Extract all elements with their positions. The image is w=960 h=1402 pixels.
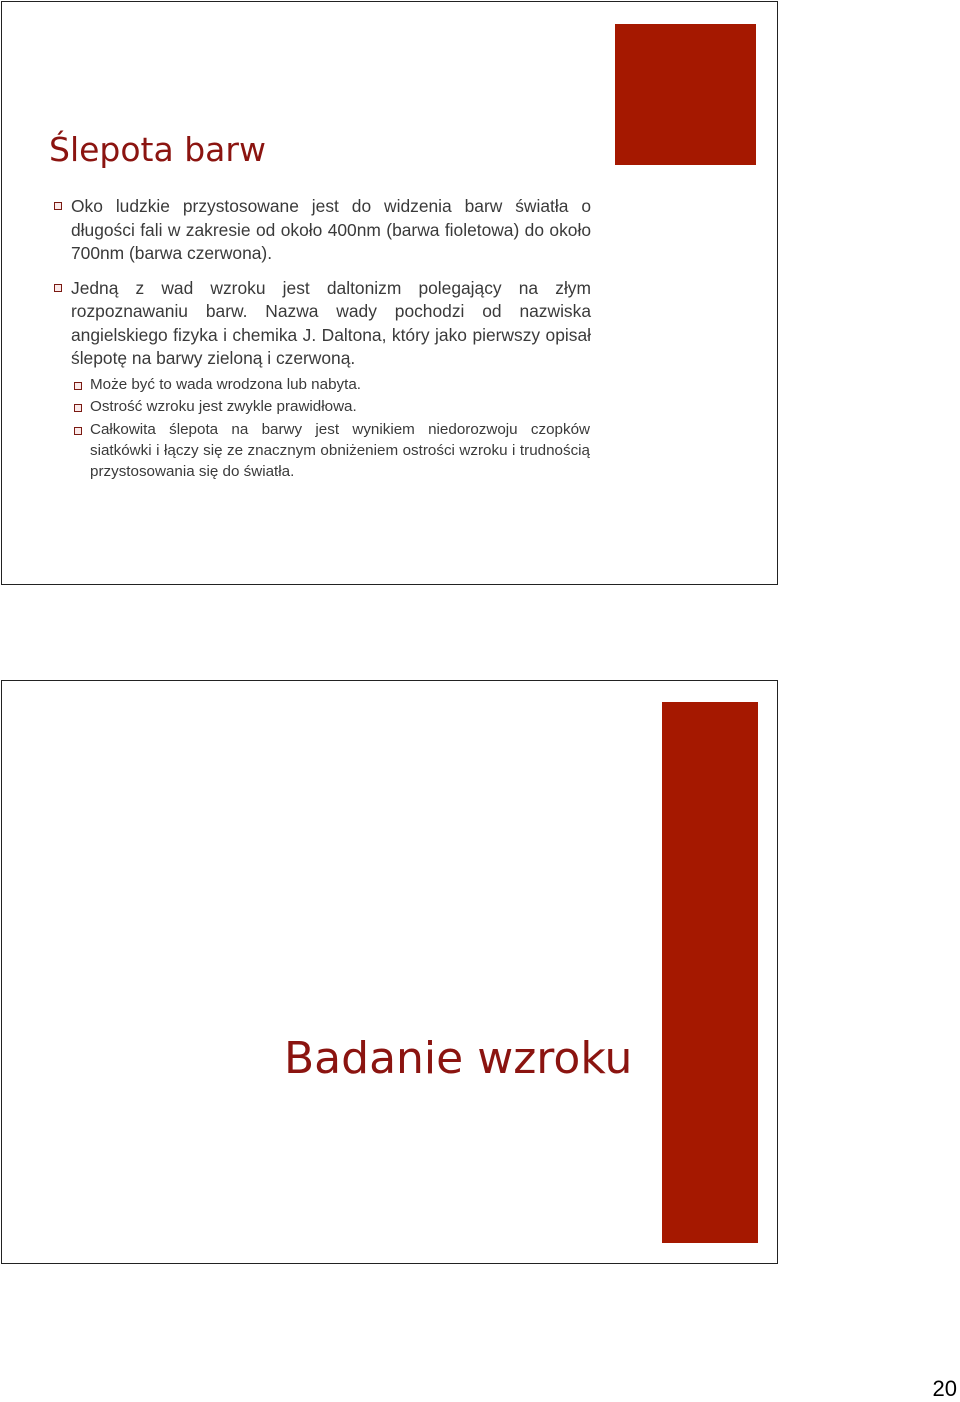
bullet-item (54, 277, 591, 371)
section-title: Badanie wzroku (284, 1033, 633, 1084)
sub-bullet-item (74, 397, 590, 418)
square-bullet-icon (74, 382, 82, 390)
square-bullet-icon (54, 202, 62, 210)
bullet-item (54, 195, 591, 266)
square-bullet-icon (74, 427, 82, 435)
sub-bullet-text: Może być to wada wrodzona lub nabyta. (90, 375, 362, 393)
bullet-text: Oko ludzkie przystosowane jest do widzenia barw światła o długości fali w zakresie od około 400nm (barwa fioletowa) do około 700nm (barwa czerwona). (71, 196, 591, 263)
slide-2 (1, 680, 778, 1264)
accent-block (662, 702, 758, 1243)
bullet-text: Jedną z wad wzroku jest daltonizm polegający na złym rozpoznawaniu barw. Nazwa wady pochodzi od nazwiska angielskiego fizyka i chemika J. Daltona, który jako pierwszy opisał ślepotę na barwy zieloną i czerwoną. (71, 277, 591, 368)
slide-title: Ślepota barw (49, 130, 266, 169)
sub-bullet-item (74, 375, 590, 396)
sub-bullet-item (74, 420, 590, 482)
bullet-list (54, 195, 591, 484)
slide-1 (1, 1, 778, 585)
page-number: 20 (932, 1376, 957, 1401)
square-bullet-icon (54, 284, 62, 292)
sub-bullet-text: Ostrość wzroku jest zwykle prawidłowa. (90, 398, 357, 416)
square-bullet-icon (74, 404, 82, 412)
sub-bullet-text: Całkowita ślepota na barwy jest wynikiem niedorozwoju czopków siatkówki i łączy się ze znacznym obniżeniem ostrości wzroku i trudnością przystosowania się do światła. (90, 421, 590, 480)
accent-block (615, 24, 756, 165)
